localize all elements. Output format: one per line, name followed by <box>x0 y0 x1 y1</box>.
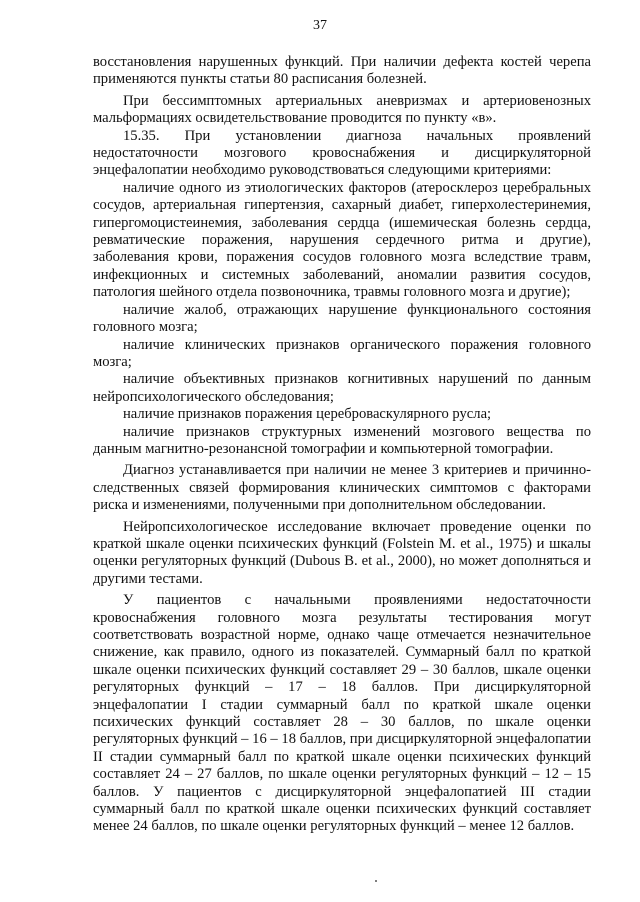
criterion-cerebrovascular: наличие признаков поражения цереброваскулярного русла; <box>123 406 492 423</box>
page-number: 37 <box>313 18 327 33</box>
criterion-clinical-signs: наличие клинических признаков органического поражения головного мозга; <box>93 336 591 370</box>
document-body <box>93 54 591 836</box>
paragraph-diagnosis: Диагноз устанавливается при наличии не менее 3 критериев и причинно-следственных связей формирования клинических симптомов с факторами риска и изменениями, полученными при дополнительном обследовании. <box>93 462 591 514</box>
paragraph-aneurysms: При бессимптомных артериальных аневризмах и артериовенозных мальформациях освидетельствование проводится по пункту «в». <box>93 92 591 127</box>
scan-speck <box>375 880 377 882</box>
paragraph-test-results: У пациентов с начальными проявлениями недостаточности кровоснабжения головного мозга результаты тестирования могут соответствовать возрастной норме, однако чаще отмечается незначительное снижение, как правило, одного из показателей. Суммарный балл по краткой шкале оценки психических функций составляет 29 – 30 баллов, шкале оценки регуляторных функций – 17 – 18 баллов. При дисциркуляторной энцефалопатии I стадии суммарный балл по краткой шкале оценки психических функций составляет 28 – 30 баллов, по шкале оценки регуляторных функций – 16 – 18 баллов, при дисциркуляторной энцефалопатии II стадии суммарный балл по краткой шкале оценки психических функций составляет 24 – 27 баллов, по шкале оценки регуляторных функций – 12 – 15 баллов. У пациентов с дисциркуляторной энцефалопатией III стадии суммарный балл по краткой шкале оценки психических функций составляет менее 24 баллов, по шкале оценки регуляторных функций – менее 12 баллов. <box>93 592 591 835</box>
criterion-cognitive-signs: наличие объективных признаков когнитивных нарушений по данным нейропсихологического обследования; <box>93 371 591 405</box>
paragraph-continuation: восстановления нарушенных функций. При наличии дефекта костей черепа применяются пункты статьи 80 расписания болезней. <box>93 54 591 88</box>
criterion-structural-changes: наличие признаков структурных изменений мозгового вещества по данным магнитно-резонансной томографии и компьютерной томографии. <box>93 423 591 457</box>
criterion-complaints: наличие жалоб, отражающих нарушение функционального состояния головного мозга; <box>93 301 591 336</box>
criterion-etiological-factors: наличие одного из этиологических факторов (атеросклероз церебральных сосудов, артериальная гипертензия, сахарный диабет, гиперхолестеринемия, гипергомоцистеинемия, заболевания сердца (ишемическая болезнь сердца, ревматические поражения, нарушения сердечного ритма и другие), заболевания крови, поражения сосудов головного мозга вследствие травм, инфекционных и системных заболеваний, аномалии развития сосудов, патология шейного отдела позвоночника, травмы головного мозга и другие); <box>93 179 591 301</box>
paragraph-15-35: 15.35. При установлении диагноза начальных проявлений недостаточности мозгового кровоснабжения и дисциркуляторной энцефалопатии необходимо руководствоваться следующими критериями: <box>93 127 591 179</box>
paragraph-neuropsychology: Нейропсихологическое исследование включает проведение оценки по краткой шкале оценки психических функций (Folstein M. et al., 1975) и шкалы оценки регуляторных функций (Dubous B. et al., 2000), но может дополняться и другими тестами. <box>93 518 591 587</box>
